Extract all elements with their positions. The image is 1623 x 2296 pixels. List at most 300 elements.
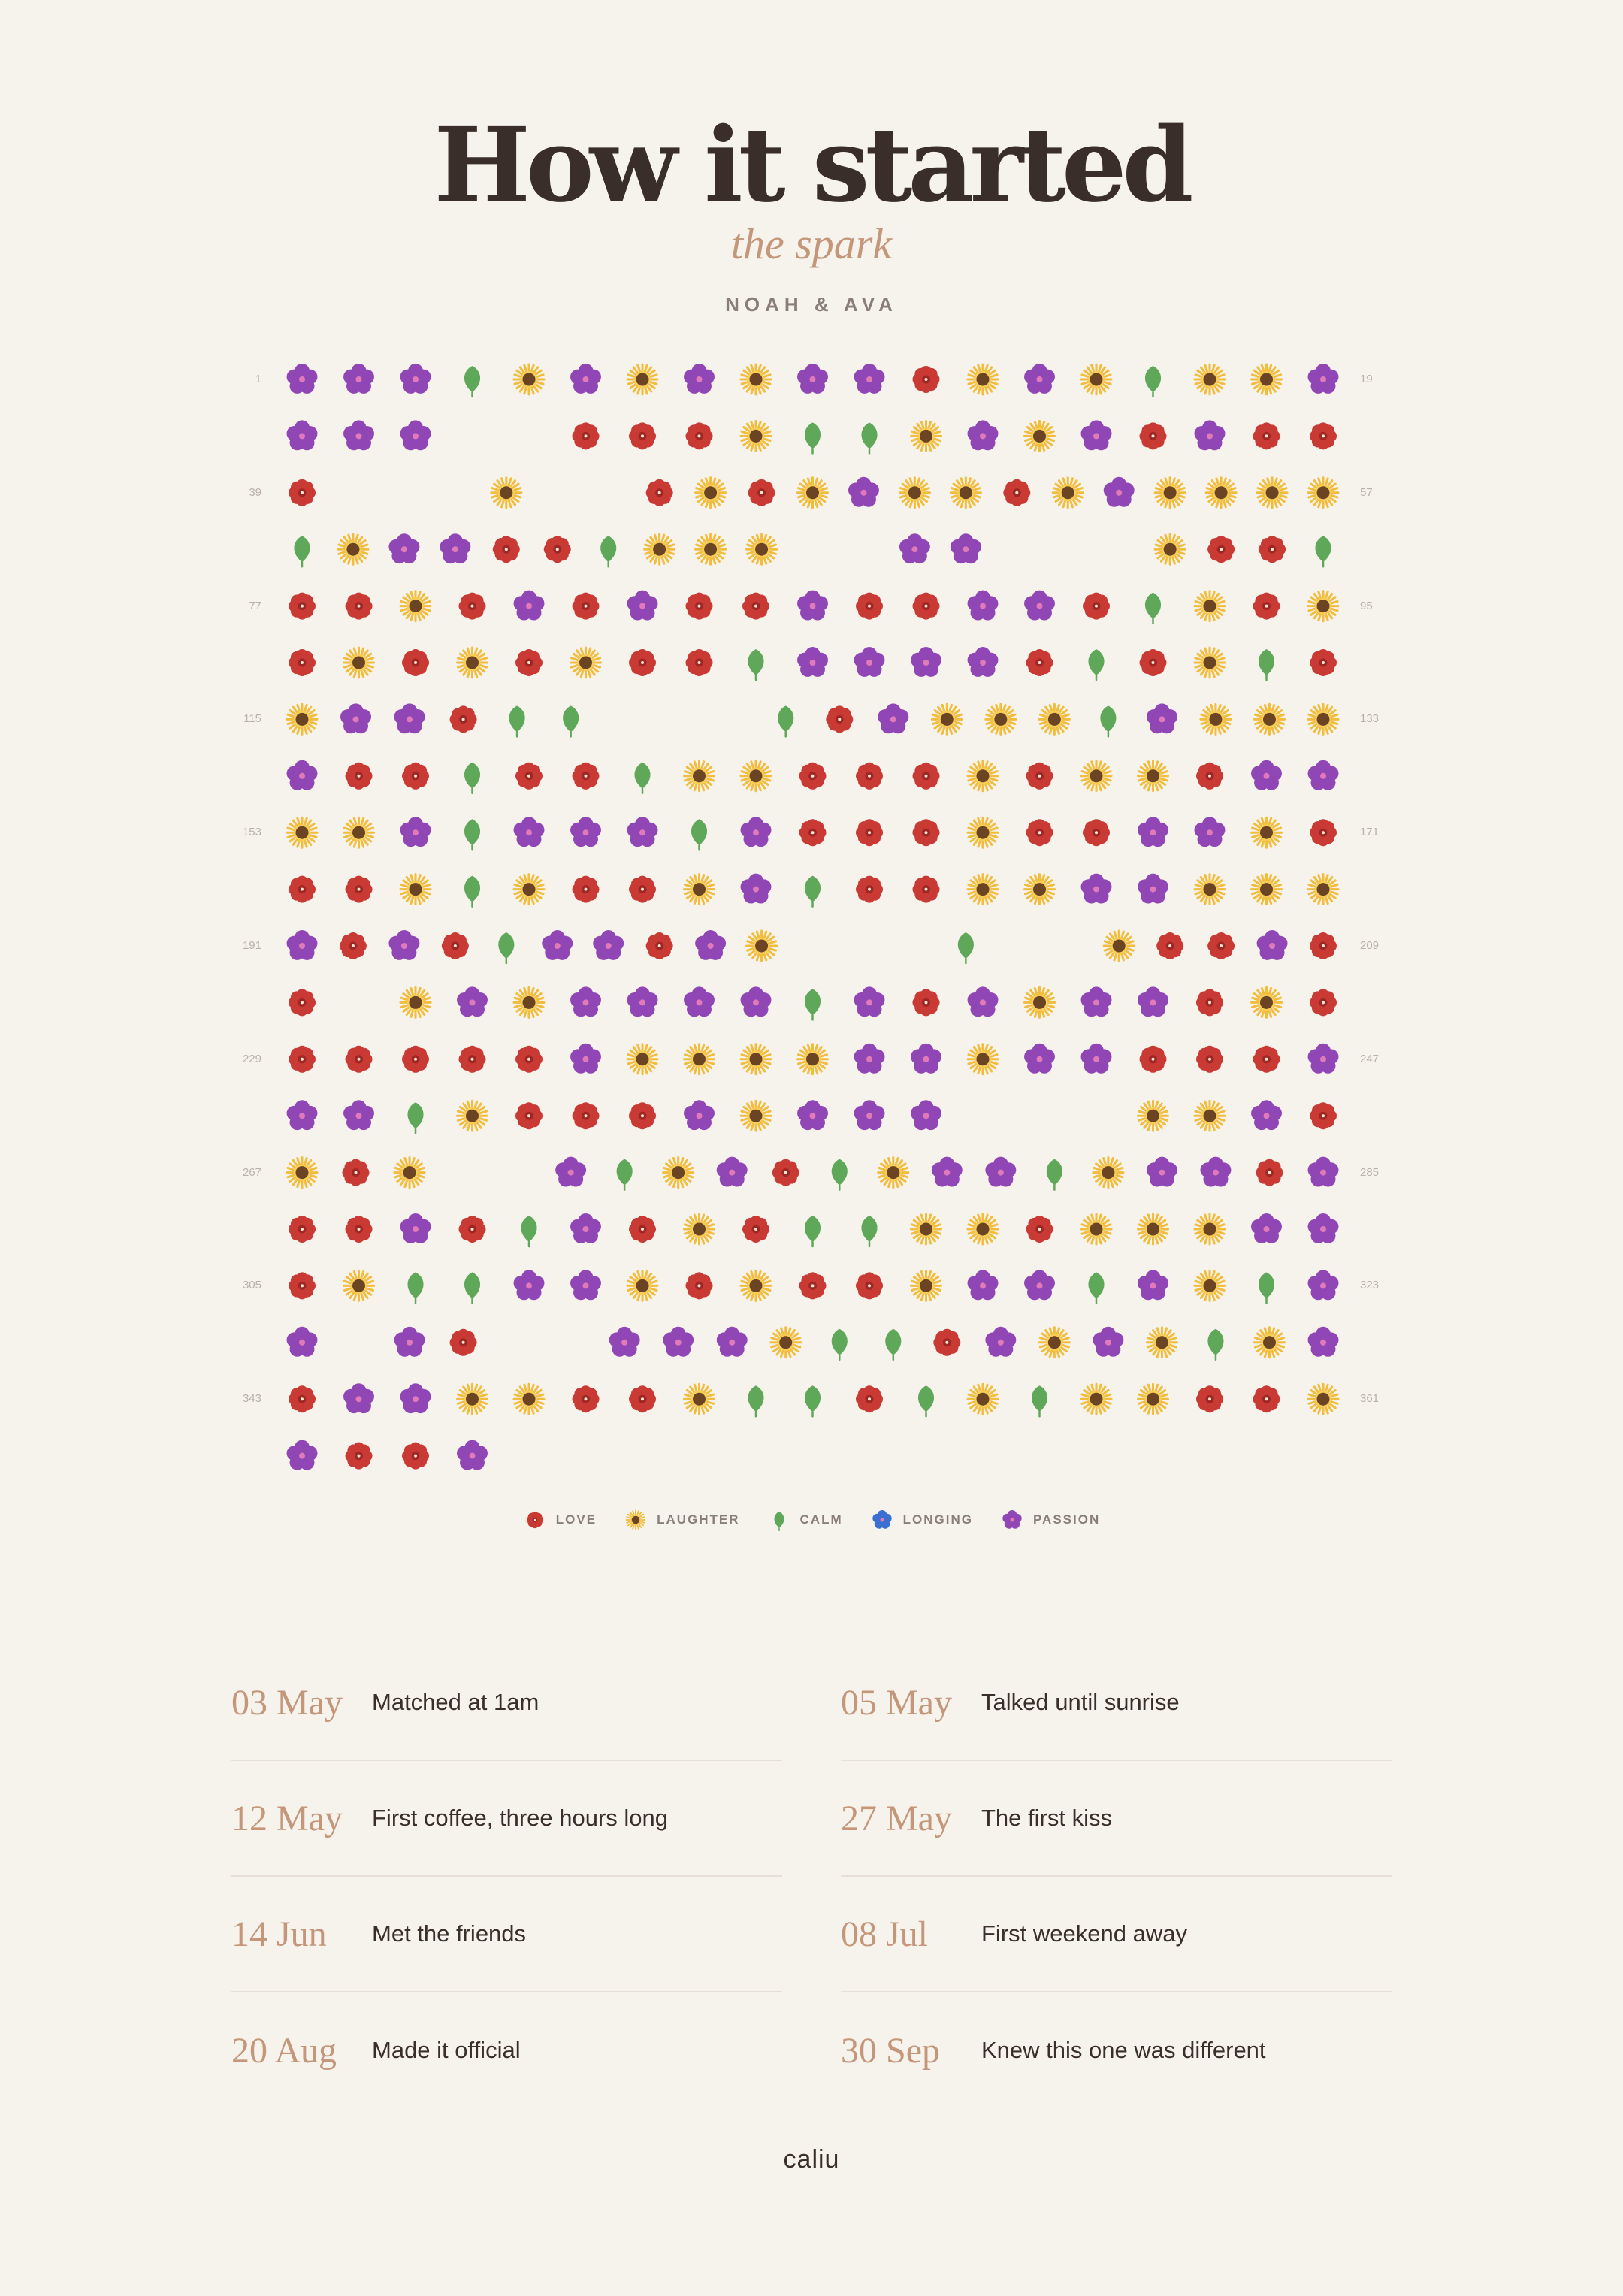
event-date: 05 May [841, 1682, 952, 1723]
grid-day-love-icon [629, 649, 656, 676]
grid-day-passion-icon [570, 1044, 601, 1074]
grid-day-laughter-icon [878, 1158, 908, 1188]
grid-day-love-icon [346, 1216, 373, 1243]
grid-day-passion-icon [717, 1327, 748, 1357]
grid-day-calm-icon [691, 819, 707, 850]
grid-day-love-icon [402, 1046, 429, 1073]
grid-day-laughter-icon [968, 761, 998, 791]
grid-day-passion-icon [663, 1327, 694, 1357]
grid-day-passion-icon [1147, 1157, 1177, 1187]
row-label-start: 153 [242, 826, 261, 839]
grid-day-passion-icon [1308, 1270, 1339, 1300]
grid-day-passion-icon [968, 986, 999, 1017]
grid-day-love-icon [1140, 422, 1167, 449]
grid-day-laughter-icon [514, 1384, 544, 1414]
grid-day-passion-icon [343, 1100, 374, 1130]
event-date: 08 Jul [841, 1914, 929, 1954]
grid-day-laughter-icon [1195, 648, 1225, 678]
row-label-start: 267 [242, 1165, 261, 1179]
grid-day-calm-icon [918, 1385, 934, 1416]
grid-day-passion-icon [1024, 591, 1055, 621]
grid-day-love-icon [913, 593, 940, 620]
grid-day-passion-icon [1308, 364, 1339, 394]
grid-day-laughter-icon [685, 761, 715, 791]
grid-day-laughter-icon [741, 1270, 771, 1301]
grid-day-calm-icon [1145, 366, 1161, 397]
grid-day-love-icon [340, 932, 367, 959]
grid-day-love-icon [856, 1385, 883, 1412]
grid-day-laughter-icon [1195, 591, 1225, 621]
grid-day-laughter-icon [458, 1384, 488, 1414]
grid-day-passion-icon [287, 1327, 318, 1357]
grid-day-love-icon [1310, 819, 1337, 846]
event-row [841, 1761, 1392, 1877]
grid-day-passion-icon [1195, 817, 1226, 847]
grid-day-calm-icon [464, 876, 480, 907]
footer-brand: caliu [783, 2145, 840, 2174]
grid-day-passion-icon [848, 477, 879, 507]
grid-day-love-icon [459, 1046, 486, 1073]
grid-day-passion-icon [609, 1327, 640, 1357]
grid-day-laughter-icon [1308, 478, 1338, 508]
grid-day-passion-icon [514, 1270, 545, 1300]
event-date: 27 May [841, 1798, 952, 1838]
grid-day-passion-icon [388, 533, 419, 563]
grid-day-love-icon [1207, 536, 1235, 563]
grid-day-love-icon [748, 479, 775, 506]
grid-day-passion-icon [1147, 703, 1177, 733]
grid-day-love-icon [1026, 763, 1053, 790]
grid-day-passion-icon [854, 1100, 885, 1130]
grid-day-passion-icon [1251, 760, 1282, 790]
grid-day-love-icon [1140, 649, 1167, 676]
grid-day-passion-icon [287, 1100, 318, 1130]
grid-day-laughter-icon [771, 1328, 801, 1358]
event-text: Talked until sunrise [981, 1689, 1180, 1715]
row-label-end: 285 [1360, 1165, 1380, 1179]
grid-day-passion-icon [968, 420, 999, 450]
grid-day-passion-icon [797, 364, 828, 394]
grid-day-passion-icon [287, 364, 318, 394]
grid-day-laughter-icon [1081, 761, 1111, 791]
grid-day-laughter-icon [741, 1101, 771, 1131]
event-date: 14 Jun [231, 1914, 327, 1954]
grid-day-calm-icon [748, 1385, 763, 1416]
grid-day-passion-icon [1081, 420, 1112, 450]
grid-day-passion-icon [684, 986, 715, 1017]
grid-day-calm-icon [1259, 1272, 1274, 1303]
grid-day-laughter-icon [458, 648, 488, 678]
grid-day-laughter-icon [627, 364, 657, 394]
grid-day-passion-icon [741, 986, 772, 1017]
grid-day-laughter-icon [968, 1044, 998, 1074]
grid-day-passion-icon [741, 817, 772, 847]
grid-day-love-icon [1196, 1385, 1223, 1412]
grid-day-love-icon [346, 763, 373, 790]
page-subtitle: the spark [730, 219, 893, 268]
grid-day-love-icon [289, 593, 316, 620]
grid-day-love-icon [1253, 593, 1280, 620]
grid-day-love-icon [1196, 1046, 1223, 1073]
legend-passion-icon [1000, 1508, 1024, 1532]
grid-day-passion-icon [343, 420, 374, 450]
grid-day-love-icon [1196, 763, 1223, 790]
grid-day-laughter-icon [400, 987, 431, 1017]
grid-day-calm-icon [1088, 649, 1104, 680]
grid-day-love-icon [1026, 1216, 1053, 1243]
grid-day-passion-icon [1308, 1213, 1339, 1243]
grid-day-calm-icon [464, 1272, 480, 1303]
grid-day-love-icon [1253, 1046, 1280, 1073]
row-label-end: 361 [1360, 1392, 1380, 1406]
grid-day-laughter-icon [1252, 364, 1282, 394]
grid-day-love-icon [493, 536, 520, 563]
grid-day-love-icon [289, 1216, 316, 1243]
grid-day-love-icon [686, 649, 713, 676]
grid-day-love-icon [442, 932, 469, 959]
grid-day-laughter-icon [400, 591, 431, 621]
grid-day-laughter-icon [1206, 478, 1236, 508]
grid-day-love-icon [346, 593, 373, 620]
grid-day-love-icon [913, 819, 940, 846]
grid-day-passion-icon [1081, 986, 1112, 1017]
grid-day-laughter-icon [1138, 1214, 1168, 1244]
grid-day-calm-icon [1145, 593, 1161, 624]
grid-day-passion-icon [899, 533, 930, 563]
grid-day-love-icon [1310, 649, 1337, 676]
grid-day-laughter-icon [287, 817, 317, 847]
grid-day-passion-icon [1308, 1157, 1339, 1187]
grid-day-calm-icon [634, 763, 650, 793]
grid-day-laughter-icon [1195, 1101, 1225, 1131]
grid-day-passion-icon [1081, 874, 1112, 904]
grid-day-passion-icon [854, 986, 885, 1017]
grid-day-laughter-icon [685, 1044, 715, 1074]
grid-day-laughter-icon [911, 1270, 941, 1301]
grid-day-passion-icon [854, 647, 885, 677]
event-text: First weekend away [981, 1920, 1187, 1947]
event-text: Made it official [372, 2037, 521, 2063]
event-row [231, 1761, 782, 1877]
row-label-start: 191 [242, 939, 261, 952]
grid-day-laughter-icon [685, 1214, 715, 1244]
grid-day-laughter-icon [968, 875, 998, 905]
grid-day-laughter-icon [685, 1384, 715, 1414]
event-text: First coffee, three hours long [372, 1805, 669, 1831]
grid-day-passion-icon [1251, 1100, 1282, 1130]
grid-day-calm-icon [805, 989, 821, 1020]
legend-item-longing [870, 1508, 973, 1532]
event-date: 20 Aug [231, 2030, 337, 2071]
grid-day-passion-icon [627, 817, 658, 847]
grid-day-passion-icon [797, 591, 828, 621]
grid-day-passion-icon [1093, 1327, 1123, 1357]
grid-day-love-icon [856, 1272, 883, 1299]
grid-day-love-icon [799, 763, 827, 790]
grid-day-love-icon [856, 593, 883, 620]
grid-day-laughter-icon [1093, 1158, 1123, 1188]
grid-day-laughter-icon [741, 761, 771, 791]
grid-day-calm-icon [832, 1329, 848, 1360]
row-label-end: 247 [1360, 1052, 1380, 1065]
grid-day-passion-icon [400, 420, 431, 450]
grid-day-passion-icon [985, 1157, 1016, 1187]
grid-day-passion-icon [1138, 817, 1168, 847]
row-label-start: 229 [242, 1052, 261, 1065]
grid-day-love-icon [646, 932, 673, 959]
grid-day-love-icon [402, 1443, 429, 1470]
grid-day-laughter-icon [1308, 1384, 1338, 1414]
grid-day-love-icon [742, 1216, 769, 1243]
grid-day-laughter-icon [986, 704, 1016, 734]
grid-day-love-icon [346, 876, 373, 903]
grid-day-love-icon [629, 422, 656, 449]
row-label-end: 57 [1360, 485, 1373, 499]
grid-day-laughter-icon [899, 478, 929, 508]
grid-day-love-icon [289, 649, 316, 676]
grid-day-love-icon [1253, 1385, 1280, 1412]
grid-day-love-icon [573, 876, 600, 903]
grid-day-laughter-icon [968, 1214, 998, 1244]
grid-day-laughter-icon [491, 478, 521, 508]
grid-day-passion-icon [1200, 1157, 1231, 1187]
grid-day-laughter-icon [1138, 1101, 1168, 1131]
grid-day-laughter-icon [627, 1270, 657, 1301]
grid-day-passion-icon [951, 533, 981, 563]
grid-day-calm-icon [805, 876, 821, 907]
grid-day-laughter-icon [394, 1158, 425, 1188]
events-list [231, 1645, 1392, 2108]
grid-day-passion-icon [695, 930, 726, 960]
grid-day-passion-icon [287, 1440, 318, 1470]
grid-day-passion-icon [627, 591, 658, 621]
grid-day-love-icon [515, 1102, 543, 1129]
grid-day-passion-icon [570, 364, 601, 394]
grid-day-laughter-icon [514, 364, 544, 394]
grid-day-laughter-icon [338, 534, 368, 564]
grid-day-laughter-icon [1081, 1384, 1111, 1414]
grid-day-love-icon [573, 1102, 600, 1129]
legend-label: CALM [799, 1512, 843, 1527]
legend-item-love [523, 1508, 597, 1532]
grid-day-laughter-icon [685, 875, 715, 905]
grid-day-laughter-icon [1081, 1214, 1111, 1244]
grid-day-love-icon [742, 593, 769, 620]
legend-label: PASSION [1032, 1512, 1101, 1527]
grid-day-laughter-icon [741, 364, 771, 394]
grid-day-passion-icon [400, 1213, 431, 1243]
grid-day-passion-icon [400, 1383, 431, 1413]
grid-day-calm-icon [778, 705, 793, 736]
grid-day-laughter-icon [1252, 817, 1282, 847]
grid-day-love-icon [573, 763, 600, 790]
grid-day-love-icon [289, 876, 316, 903]
grid-day-passion-icon [514, 591, 545, 621]
grid-day-calm-icon [1207, 1329, 1223, 1360]
grid-day-laughter-icon [1308, 704, 1338, 734]
grid-day-laughter-icon [1138, 1384, 1168, 1414]
legend-laughter-icon [624, 1508, 648, 1532]
grid-day-laughter-icon [1195, 875, 1225, 905]
grid-day-love-icon [1310, 932, 1337, 959]
grid-day-laughter-icon [798, 1044, 828, 1074]
grid-day-laughter-icon [1308, 591, 1338, 621]
grid-day-love-icon [1207, 932, 1235, 959]
grid-day-calm-icon [1032, 1385, 1047, 1416]
grid-day-laughter-icon [968, 1384, 998, 1414]
grid-day-laughter-icon [1138, 761, 1168, 791]
grid-day-laughter-icon [911, 1214, 941, 1244]
event-text: Met the friends [372, 1920, 527, 1947]
grid-day-love-icon [515, 649, 543, 676]
grid-day-love-icon [1310, 1102, 1337, 1129]
grid-day-calm-icon [1088, 1272, 1104, 1303]
grid-day-passion-icon [287, 420, 318, 450]
grid-day-passion-icon [797, 1100, 828, 1130]
grid-day-passion-icon [797, 647, 828, 677]
grid-day-calm-icon [1100, 705, 1116, 736]
event-text: Knew this one was different [981, 2037, 1266, 2063]
grid-day-love-icon [1259, 536, 1286, 563]
grid-day-passion-icon [1024, 1044, 1055, 1074]
grid-day-calm-icon [805, 1385, 821, 1416]
grid-day-love-icon [686, 593, 713, 620]
grid-day-passion-icon [514, 817, 545, 847]
grid-day-passion-icon [343, 1383, 374, 1413]
row-label-end: 209 [1360, 939, 1380, 952]
row-label-start: 1 [255, 373, 261, 385]
event-row [231, 1992, 782, 2108]
grid-day-laughter-icon [514, 987, 544, 1017]
grid-day-love-icon [459, 1216, 486, 1243]
grid-day-laughter-icon [1254, 704, 1284, 734]
grid-day-love-icon [913, 763, 940, 790]
grid-day-laughter-icon [458, 1101, 488, 1131]
row-label-start: 77 [249, 599, 261, 612]
grid-day-love-icon [573, 422, 600, 449]
grid-day-laughter-icon [1254, 1328, 1284, 1358]
row-label-end: 19 [1360, 373, 1373, 385]
row-label-start: 343 [242, 1392, 261, 1406]
grid-day-love-icon [289, 1046, 316, 1073]
grid-day-laughter-icon [287, 704, 317, 734]
grid-day-love-icon [913, 366, 940, 393]
grid-day-passion-icon [627, 986, 658, 1017]
grid-day-passion-icon [394, 703, 425, 733]
grid-day-passion-icon [570, 1270, 601, 1300]
grid-day-laughter-icon [1053, 478, 1083, 508]
grid-day-passion-icon [968, 647, 999, 677]
grid-day-laughter-icon [344, 817, 374, 847]
grid-day-laughter-icon [1257, 478, 1287, 508]
grid-day-laughter-icon [1039, 704, 1069, 734]
grid-day-laughter-icon [1025, 875, 1055, 905]
row-label-start: 115 [243, 712, 261, 726]
grid-day-love-icon [515, 763, 543, 790]
grid-day-passion-icon [1308, 1044, 1339, 1074]
grid-day-laughter-icon [400, 875, 431, 905]
grid-day-passion-icon [1138, 986, 1168, 1017]
legend-item-laughter [624, 1508, 739, 1532]
grid-day-laughter-icon [645, 534, 675, 564]
grid-day-laughter-icon [968, 817, 998, 847]
grid-day-love-icon [826, 705, 853, 733]
row-label-end: 171 [1360, 826, 1380, 839]
grid-day-passion-icon [684, 1100, 715, 1130]
grid-day-laughter-icon [1155, 478, 1185, 508]
grid-day-passion-icon [1138, 1270, 1168, 1300]
legend-label: LOVE [555, 1512, 597, 1527]
grid-day-passion-icon [1195, 420, 1226, 450]
grid-day-passion-icon [570, 1213, 601, 1243]
grid-day-laughter-icon [798, 478, 828, 508]
grid-day-calm-icon [407, 1272, 423, 1303]
row-label-start: 305 [242, 1279, 261, 1292]
grid-day-passion-icon [1024, 1270, 1055, 1300]
grid-day-laughter-icon [968, 364, 998, 394]
grid-day-laughter-icon [932, 704, 962, 734]
grid-day-love-icon [573, 1385, 600, 1412]
grid-day-laughter-icon [951, 478, 981, 508]
grid-day-passion-icon [394, 1327, 425, 1357]
grid-day-calm-icon [464, 763, 480, 793]
grid-day-passion-icon [400, 364, 431, 394]
grid-day-laughter-icon [571, 648, 601, 678]
row-label-start: 39 [249, 485, 261, 499]
grid-day-love-icon [1310, 422, 1337, 449]
legend [0, 1506, 1623, 1533]
grid-day-passion-icon [1104, 477, 1135, 507]
grid-day-laughter-icon [1039, 1328, 1069, 1358]
grid-day-love-icon [343, 1159, 370, 1186]
grid-day-love-icon [1256, 1159, 1283, 1186]
grid-day-passion-icon [717, 1157, 748, 1187]
grid-day-passion-icon [343, 364, 374, 394]
grid-day-love-icon [1026, 819, 1053, 846]
grid-day-laughter-icon [747, 534, 777, 564]
event-row [841, 1877, 1392, 1992]
grid-day-passion-icon [968, 1270, 999, 1300]
grid-day-calm-icon [748, 649, 763, 680]
grid-day-laughter-icon [1025, 987, 1055, 1017]
grid-day-calm-icon [1259, 649, 1274, 680]
grid-day-love-icon [402, 649, 429, 676]
grid-day-love-icon [289, 1272, 316, 1299]
event-row [841, 1992, 1392, 2108]
event-date: 03 May [231, 1682, 343, 1723]
event-text: The first kiss [981, 1805, 1112, 1831]
grid-day-passion-icon [878, 703, 908, 733]
grid-day-love-icon [933, 1329, 960, 1356]
event-date: 30 Sep [841, 2030, 940, 2071]
grid-day-calm-icon [1047, 1159, 1062, 1190]
grid-day-passion-icon [854, 364, 885, 394]
grid-day-passion-icon [1138, 874, 1168, 904]
grid-day-love-icon [629, 1385, 656, 1412]
grid-day-passion-icon [542, 930, 573, 960]
grid-day-passion-icon [440, 533, 470, 563]
grid-day-passion-icon [684, 364, 715, 394]
grid-day-love-icon [346, 1046, 373, 1073]
grid-day-passion-icon [457, 986, 488, 1017]
grid-day-calm-icon [805, 422, 821, 453]
grid-day-love-icon [402, 763, 429, 790]
legend-item-passion [1000, 1508, 1100, 1532]
grid-day-calm-icon [294, 536, 310, 566]
grid-day-passion-icon [741, 874, 772, 904]
grid-day-laughter-icon [1147, 1328, 1177, 1358]
grid-day-passion-icon [570, 817, 601, 847]
